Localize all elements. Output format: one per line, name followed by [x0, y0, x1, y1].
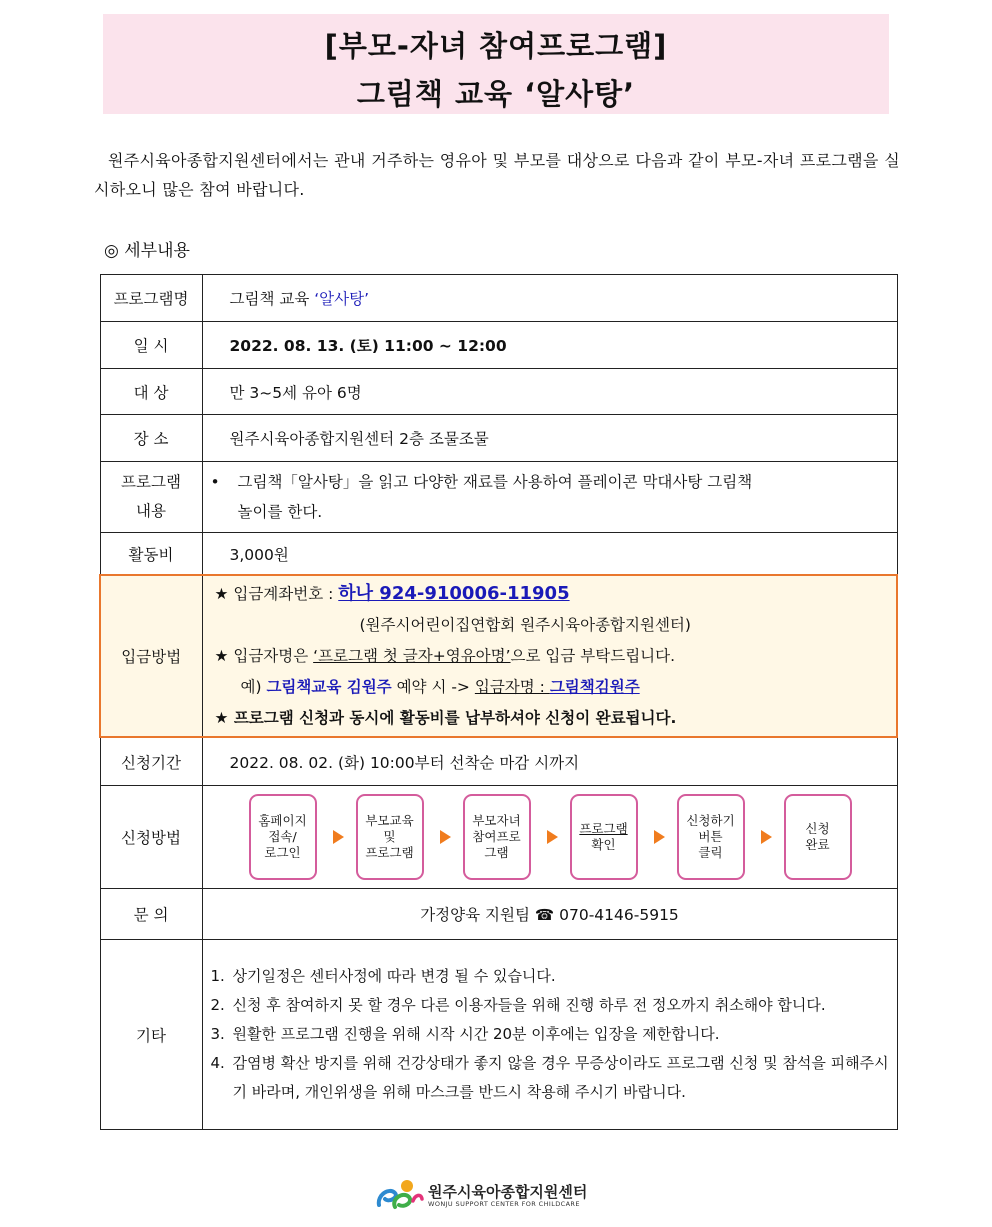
row-content	[100, 462, 897, 533]
payment-value	[202, 575, 897, 737]
section-title: ◎ 세부내용	[104, 241, 190, 261]
date-head: 일 시	[100, 322, 202, 369]
star-icon: ★	[214, 647, 229, 665]
example-label: 예)	[240, 678, 267, 696]
footer-logo	[375, 1177, 595, 1213]
arrow-right-icon	[440, 830, 451, 844]
arrow-right-icon	[333, 830, 344, 844]
row-target	[100, 369, 897, 415]
row-payment	[100, 575, 897, 737]
account-label: 입금계좌번호 :	[233, 585, 339, 603]
list-item: 4. 감염병 확산 방지를 위해 건강상태가 좋지 않을 경우 무증상이라도 프로그램 신청 및 참석을 피해주시기 바라며, 개인위생을 위해 마스크를 반드시 착용해 주시기 바랍니다.	[210, 1054, 889, 1101]
arrow-right-icon	[654, 830, 665, 844]
program-prefix: 그림책 교육	[229, 290, 315, 308]
row-place	[100, 415, 897, 462]
name-prefix: 입금자명은	[233, 647, 314, 665]
content-head-line-2: 내용	[136, 502, 166, 520]
step-box-3: 부모자녀 참여프로 그램	[463, 794, 531, 880]
list-item: 3. 원활한 프로그램 진행을 위해 시작 시간 20분 이후에는 입장을 제한합니다.	[210, 1025, 720, 1043]
place-value: 원주시육아종합지원센터 2층 조물조물	[202, 415, 897, 462]
details-table	[99, 274, 898, 1130]
star-icon: ★	[214, 585, 229, 603]
content-value	[202, 462, 897, 533]
row-period	[100, 737, 897, 786]
arrow-right-icon	[761, 830, 772, 844]
period-head: 신청기간	[100, 737, 202, 786]
contact-team: 가정양육 지원팀	[420, 906, 530, 924]
list-item: 2. 신청 후 참여하지 못 할 경우 다른 이용자들을 위해 진행 하루 전 정오까지 취소해야 합니다.	[210, 996, 826, 1014]
account-number: 하나 924-910006-11905	[338, 583, 570, 604]
payment-name-line	[203, 641, 897, 672]
name-format: ‘프로그램 첫 글자+영유아명’	[313, 647, 511, 665]
logo-name: 원주시육아종합지원센터	[428, 1183, 588, 1201]
row-etc	[100, 940, 897, 1130]
place-head: 장 소	[100, 415, 202, 462]
period-value: 2022. 08. 02. (화) 10:00부터 선착순 마감 시까지	[202, 737, 897, 786]
method-value	[202, 786, 897, 889]
notes-list	[203, 962, 897, 1107]
program-highlight: ‘알사탕’	[314, 290, 370, 308]
step-flow	[203, 794, 897, 880]
step-box-1: 홈페이지 접속/ 로그인	[249, 794, 317, 880]
intro-paragraph: 원주시육아종합지원센터에서는 관내 거주하는 영유아 및 부모를 대상으로 다음과 같이 부모-자녀 프로그램을 실시하오니 많은 참여 바랍니다.	[94, 151, 900, 199]
etc-value	[202, 940, 897, 1130]
name-suffix: 으로 입금 부탁드립니다.	[510, 647, 676, 665]
contact-phone: 070-4146-5915	[559, 906, 679, 924]
payment-account-line	[203, 578, 897, 610]
row-program	[100, 275, 897, 322]
star-icon: ★	[214, 709, 229, 727]
fee-head: 활동비	[100, 533, 202, 576]
list-item: 1. 상기일정은 센터사정에 따라 변경 될 수 있습니다.	[210, 967, 556, 985]
row-fee	[100, 533, 897, 576]
payment-notice: 프로그램 신청과 동시에 활동비를 납부하셔야 신청이 완료됩니다.	[233, 709, 677, 727]
account-holder: (원주시어린이집연합회 원주시육아종합지원센터)	[359, 616, 691, 634]
example-mid: 예약 시 ->	[391, 678, 475, 696]
contact-value	[202, 889, 897, 940]
contact-head: 문 의	[100, 889, 202, 940]
step-box-6: 신청 완료	[784, 794, 852, 880]
title-line-1: [부모-자녀 참여프로그램]	[324, 29, 668, 63]
bullet-icon: •	[210, 473, 220, 491]
content-line-1: 그림책「알사탕」을 읽고 다양한 재료를 사용하여 플레이콘 막대사탕 그림책	[237, 473, 753, 491]
example-result-label: 입금자명 :	[474, 678, 550, 696]
content-head-line-1: 프로그램	[121, 473, 181, 491]
content-line-2: 놀이를 한다.	[237, 503, 323, 521]
target-value: 만 3~5세 유아 6명	[202, 369, 897, 415]
title-banner	[103, 14, 889, 114]
target-head: 대 상	[100, 369, 202, 415]
example-value: 그림책교육 김원주	[266, 678, 392, 696]
example-result: 그림책김원주	[549, 678, 640, 696]
row-method	[100, 786, 897, 889]
step-box-2: 부모교육 및 프로그램	[356, 794, 424, 880]
method-head: 신청방법	[100, 786, 202, 889]
logo-subtitle: WONJU SUPPORT CENTER FOR CHILDCARE	[428, 1200, 580, 1208]
payment-example-line	[203, 672, 897, 703]
program-head: 프로그램명	[100, 275, 202, 322]
center-logo-icon	[375, 1177, 425, 1211]
payment-head: 입금방법	[100, 575, 202, 737]
row-contact	[100, 889, 897, 940]
title-line-2: 그림책 교육 ‘알사탕’	[356, 77, 636, 111]
date-value: 2022. 08. 13. (토) 11:00 ~ 12:00	[202, 322, 897, 369]
payment-notice-line	[203, 703, 897, 734]
step-box-5: 신청하기 버튼 클릭	[677, 794, 745, 880]
etc-head: 기타	[100, 940, 202, 1130]
arrow-right-icon	[547, 830, 558, 844]
fee-value: 3,000원	[202, 533, 897, 576]
phone-icon: ☎	[534, 906, 555, 924]
program-value	[202, 275, 897, 322]
step-box-4: 프로그램 확인	[570, 794, 638, 880]
row-date	[100, 322, 897, 369]
content-head	[100, 462, 202, 533]
